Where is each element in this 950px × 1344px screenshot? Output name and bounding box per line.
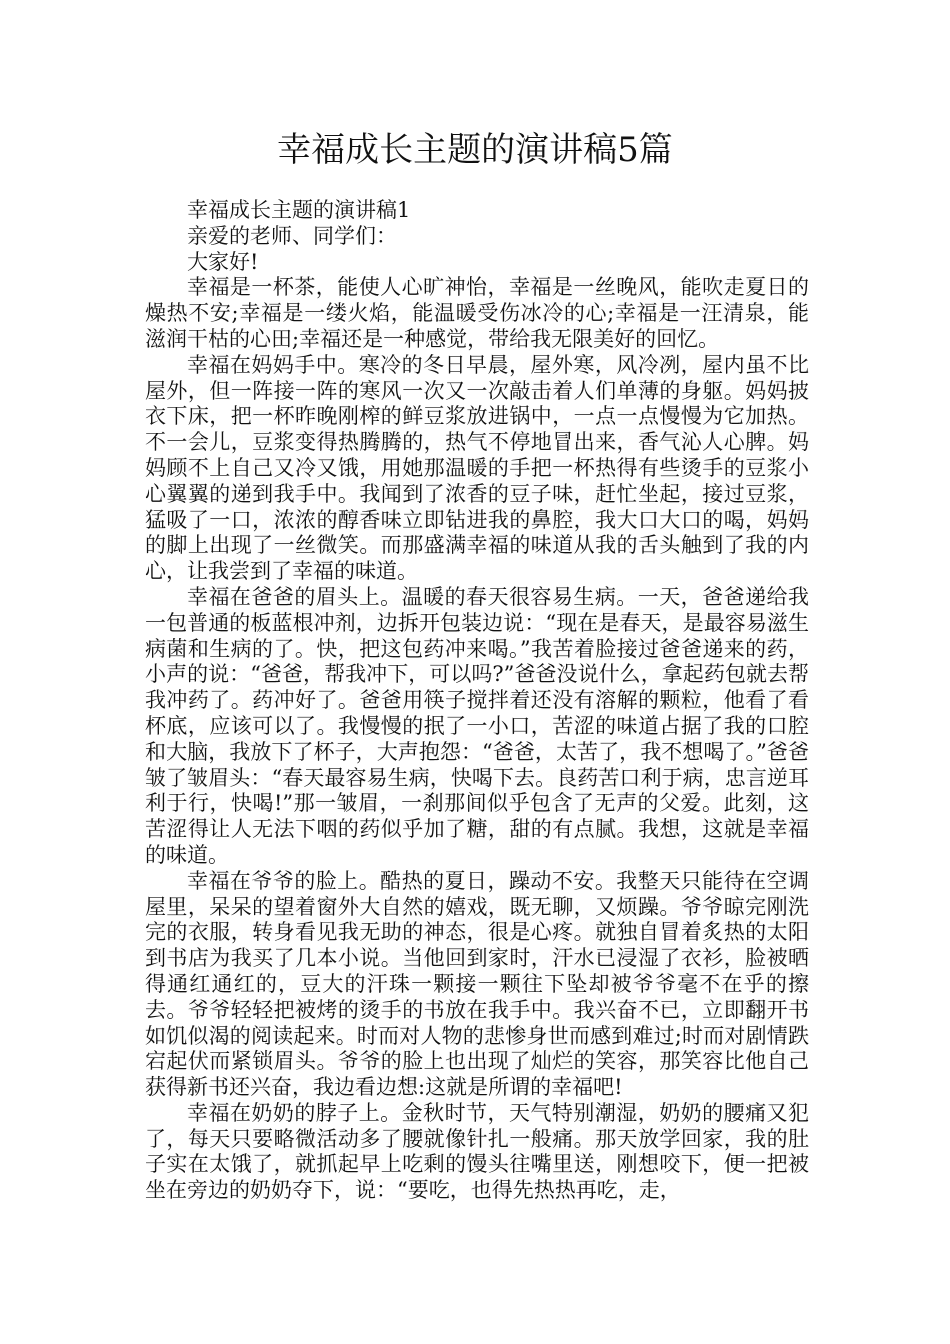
paragraph-grandfather: 幸福在爷爷的脸上。酷热的夏日，躁动不安。我整天只能待在空调屋里，呆呆的望着窗外大自然的嬉戏，既无聊，又烦躁。爷爷晾完刚洗完的衣服，转身看见我无助的神态，很是心疼。就独自冒着炙热的太阳到书店为我买了几本小说。当他回到家时，汗水已浸湿了衣衫，脸被晒得通红通红的，豆大的汗珠一颗接一颗往下坠却被爷爷毫不在乎的擦去。爷爷轻轻把被烤的烫手的书放在我手中。我兴奋不已，立即翻开书如饥似渴的阅读起来。时而对人物的悲惨身世而感到难过;时而对剧情跌宕起伏而紧锁眉头。爷爷的脸上也出现了灿烂的笑容，那笑容比他自己获得新书还兴奋，我边看边想:这就是所谓的幸福吧! bbox=[145, 868, 809, 1100]
paragraph-father: 幸福在爸爸的眉头上。温暖的春天很容易生病。一天，爸爸递给我一包普通的板蓝根冲剂，边拆开包装边说：“现在是春天，是最容易滋生病菌和生病的了。快，把这包药冲来喝。”我苦着脸接过爸爸递来的药，小声的说：“爸爸，帮我冲下，可以吗?”爸爸没说什么，拿起药包就去帮我冲药了。药冲好了。爸爸用筷子搅拌着还没有溶解的颗粒，他看了看杯底，应该可以了。我慢慢的抿了一小口，苦涩的味道占据了我的口腔和大脑，我放下了杯子，大声抱怨：“爸爸，太苦了，我不想喝了。”爸爸皱了皱眉头：“春天最容易生病，快喝下去。良药苦口利于病，忠言逆耳利于行，快喝!”那一皱眉，一刹那间似乎包含了无声的父爱。此刻，这苦涩得让人无法下咽的药似乎加了糖，甜的有点腻。我想，这就是幸福的味道。 bbox=[145, 584, 809, 867]
greeting: 大家好! bbox=[187, 249, 259, 274]
document-title: 幸福成长主题的演讲稿5篇 bbox=[277, 130, 673, 170]
salutation: 亲爱的老师、同学们： bbox=[187, 223, 397, 248]
paragraph-grandmother: 幸福在奶奶的脖子上。金秋时节，天气特别潮湿，奶奶的腰痛又犯了，每天只要略微活动多了腰就像针扎一般痛。那天放学回家，我的肚子实在太饿了，就抓起早上吃剩的馒头往嘴里送，刚想咬下，便一把被坐在旁边的奶奶夺下，说：“要吃，也得先热热再吃，走， bbox=[145, 1100, 809, 1203]
paragraph-mother: 幸福在妈妈手中。寒冷的冬日早晨，屋外寒，风冷冽，屋内虽不比屋外，但一阵接一阵的寒风一次又一次敲击着人们单薄的身躯。妈妈披衣下床，把一杯昨晚刚榨的鲜豆浆放进锅中，一点一点慢慢为它加热。不一会儿，豆浆变得热腾腾的，热气不停地冒出来，香气沁人心脾。妈妈顾不上自己又冷又饿，用她那温暖的手把一杯热得有些烫手的豆浆小心翼翼的递到我手中。我闻到了浓香的豆子味，赶忙坐起，接过豆浆，猛吸了一口，浓浓的醇香味立即钻进我的鼻腔，我大口大口的喝，妈妈的脚上出现了一丝微笑。而那盛满幸福的味道从我的舌头触到了我的内心，让我尝到了幸福的味道。 bbox=[145, 352, 809, 584]
paragraph-intro: 幸福是一杯茶，能使人心旷神怡，幸福是一丝晚风，能吹走夏日的燥热不安;幸福是一缕火焰，能温暖受伤冰冷的心;幸福是一汪清泉，能滋润干枯的心田;幸福还是一种感觉，带给我无限美好的回忆。 bbox=[145, 275, 809, 351]
section-heading: 幸福成长主题的演讲稿1 bbox=[187, 198, 411, 222]
document-body bbox=[145, 198, 809, 1204]
